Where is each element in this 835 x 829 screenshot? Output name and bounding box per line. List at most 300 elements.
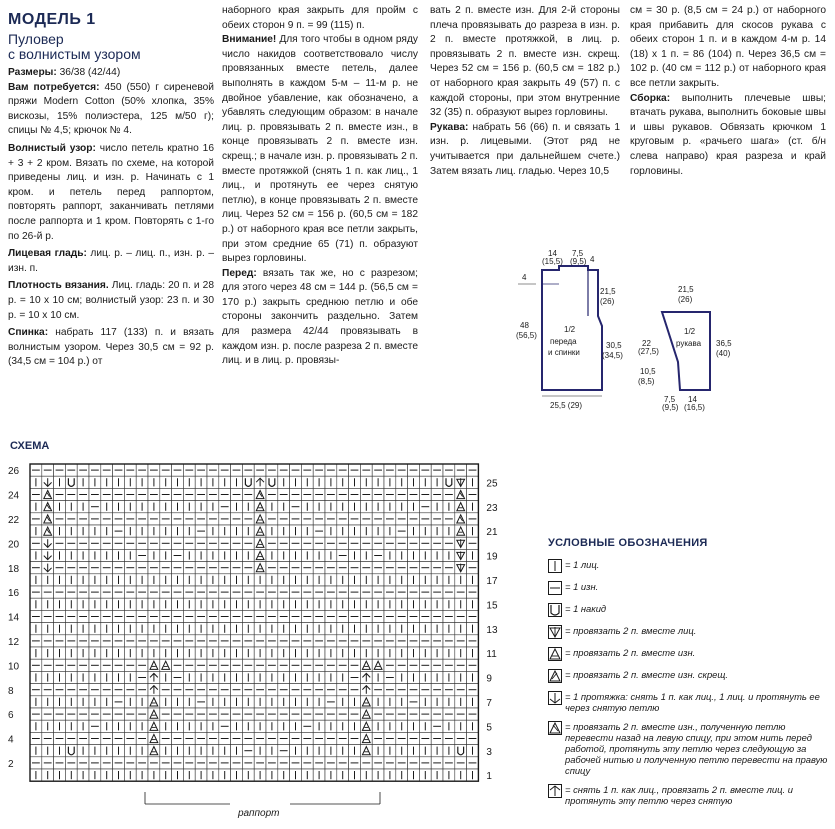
chart-cell bbox=[136, 720, 148, 732]
chart-cell bbox=[384, 745, 396, 757]
chart-cell bbox=[408, 635, 420, 647]
attention-text: Для того чтобы в одном ряду число накидов соответствовало числу провязанных вместе петель, далее выполнять в каждом 5-м – 11-м р. не двойное убавление, как обозначено, а убавлять следующим образом: в начале лиц. р. провязывать 2 п. вместе изн., в конце провязывать 2 п. вместе изн. скрещ.; в начале изн. р. провязывать 2 п. вместе протяжкой (снять 1 п. как лиц., 1 лиц., и протянуть ее через снятую петлю), в конце провязывать 2 п. вместе лиц. Через 52 см = 156 р. (60,5 см = 182 р.) от наборного края все петли закрыть, при этом средние 65 (71) п. образуют вырез горловины. bbox=[222, 34, 418, 265]
chart-cell bbox=[396, 525, 408, 537]
chart-cell bbox=[408, 476, 420, 488]
chart-cell bbox=[195, 769, 207, 781]
chart-cell bbox=[101, 647, 113, 659]
chart-cell bbox=[113, 769, 125, 781]
chart-cell bbox=[219, 537, 231, 549]
chart-cell bbox=[207, 720, 219, 732]
chart-cell bbox=[337, 549, 349, 561]
chart-cell bbox=[207, 671, 219, 683]
chart-cell bbox=[160, 635, 172, 647]
chart-cell bbox=[396, 598, 408, 610]
dim-sl-cuff-alt: (8,5) bbox=[638, 377, 655, 386]
chart-cell bbox=[455, 720, 467, 732]
chart-cell bbox=[195, 476, 207, 488]
chart-cell bbox=[266, 513, 278, 525]
chart-cell bbox=[337, 732, 349, 744]
chart-cell bbox=[183, 562, 195, 574]
chart-cell bbox=[113, 659, 125, 671]
chart-cell bbox=[349, 684, 361, 696]
chart-cell bbox=[42, 696, 54, 708]
dim-sl-bottom-a-alt: (9,5) bbox=[662, 403, 679, 412]
row-label-left: 18 bbox=[8, 563, 20, 575]
chart-cell bbox=[455, 708, 467, 720]
row-label-right: 25 bbox=[486, 478, 498, 490]
chart-cell bbox=[467, 513, 479, 525]
chart-cell bbox=[77, 586, 89, 598]
chart-cell bbox=[124, 757, 136, 769]
chart-cell bbox=[160, 525, 172, 537]
chart-cell bbox=[384, 659, 396, 671]
chart-cell bbox=[278, 659, 290, 671]
chart-cell bbox=[42, 464, 54, 476]
chart-cell bbox=[278, 635, 290, 647]
chart-cell bbox=[77, 757, 89, 769]
chart-cell bbox=[124, 525, 136, 537]
chart-cell bbox=[278, 757, 290, 769]
chart-cell bbox=[160, 720, 172, 732]
chart-cell bbox=[360, 549, 372, 561]
chart-cell bbox=[278, 501, 290, 513]
chart-cell bbox=[231, 647, 243, 659]
row-label-right: 1 bbox=[486, 771, 492, 783]
chart-cell bbox=[136, 586, 148, 598]
chart-cell bbox=[384, 757, 396, 769]
chart-cell bbox=[254, 720, 266, 732]
dim-sl-taper-alt: (27,5) bbox=[638, 347, 659, 356]
chart-cell bbox=[408, 549, 420, 561]
chart-cell bbox=[89, 501, 101, 513]
chart-cell bbox=[136, 745, 148, 757]
chart-cell bbox=[148, 574, 160, 586]
chart-cell bbox=[113, 574, 125, 586]
row-label-left: 6 bbox=[8, 710, 14, 722]
dim-neck: 7,5 bbox=[572, 250, 584, 258]
chart-cell bbox=[219, 720, 231, 732]
chart-cell bbox=[254, 647, 266, 659]
chart-cell bbox=[337, 708, 349, 720]
chart-cell bbox=[242, 659, 254, 671]
chart-cell bbox=[431, 745, 443, 757]
chart-cell bbox=[313, 745, 325, 757]
chart-cell bbox=[42, 647, 54, 659]
chart-cell bbox=[266, 623, 278, 635]
chart-cell bbox=[231, 610, 243, 622]
chart-cell bbox=[207, 525, 219, 537]
back-continued: наборного края закрыть для пройм с обеих сторон 9 п. = 99 (115) п. bbox=[222, 5, 418, 31]
chart-cell bbox=[160, 476, 172, 488]
chart-cell bbox=[54, 610, 66, 622]
row-label-left: 8 bbox=[8, 685, 14, 697]
chart-cell bbox=[325, 488, 337, 500]
chart-cell bbox=[54, 696, 66, 708]
chart-cell bbox=[242, 610, 254, 622]
chart-cell bbox=[195, 732, 207, 744]
chart-cell bbox=[467, 549, 479, 561]
chart-cell bbox=[148, 684, 160, 696]
chart-cell bbox=[30, 513, 42, 525]
chart-cell bbox=[254, 549, 266, 561]
chart-cell bbox=[278, 610, 290, 622]
chart-cell bbox=[419, 696, 431, 708]
chart-cell bbox=[231, 464, 243, 476]
chart-cell bbox=[254, 464, 266, 476]
front-label: Перед: bbox=[222, 267, 257, 279]
chart-cell bbox=[455, 671, 467, 683]
row-label-left: 16 bbox=[8, 588, 20, 600]
chart-cell bbox=[242, 684, 254, 696]
chart-cell bbox=[136, 659, 148, 671]
chart-cell bbox=[467, 586, 479, 598]
chart-cell bbox=[219, 525, 231, 537]
chart-cell bbox=[313, 732, 325, 744]
chart-cell bbox=[313, 647, 325, 659]
chart-cell bbox=[148, 562, 160, 574]
chart-cell bbox=[242, 708, 254, 720]
chart-cell bbox=[195, 659, 207, 671]
chart-cell bbox=[325, 720, 337, 732]
chart-cell bbox=[172, 525, 184, 537]
chart-cell bbox=[207, 757, 219, 769]
row-label-right: 9 bbox=[486, 673, 492, 685]
chart-cell bbox=[207, 574, 219, 586]
chart-cell bbox=[384, 488, 396, 500]
chart-cell bbox=[124, 732, 136, 744]
chart-cell bbox=[231, 488, 243, 500]
chart-cell bbox=[242, 598, 254, 610]
chart-cell bbox=[301, 647, 313, 659]
chart-cell bbox=[467, 769, 479, 781]
chart-cell bbox=[183, 513, 195, 525]
legend-item bbox=[548, 603, 833, 617]
chart-cell bbox=[443, 476, 455, 488]
chart-cell bbox=[65, 635, 77, 647]
chart-cell bbox=[172, 623, 184, 635]
chart-cell bbox=[455, 684, 467, 696]
chart-cell bbox=[266, 562, 278, 574]
chart-cell bbox=[443, 574, 455, 586]
chart-cell bbox=[266, 501, 278, 513]
chart-cell bbox=[254, 562, 266, 574]
chart-cell bbox=[42, 610, 54, 622]
chart-cell bbox=[160, 708, 172, 720]
chart-cell bbox=[77, 708, 89, 720]
sizes-paragraph bbox=[8, 66, 214, 81]
chart-cell bbox=[419, 574, 431, 586]
p2tog-tbl-icon bbox=[548, 669, 562, 683]
chart-cell bbox=[160, 696, 172, 708]
chart-cell bbox=[349, 537, 361, 549]
chart-cell bbox=[349, 757, 361, 769]
chart-cell bbox=[431, 757, 443, 769]
chart-cell bbox=[349, 635, 361, 647]
row-label-left: 26 bbox=[8, 466, 20, 478]
chart-cell bbox=[231, 598, 243, 610]
chart-cell bbox=[124, 659, 136, 671]
chart-cell bbox=[467, 574, 479, 586]
chart-cell bbox=[101, 574, 113, 586]
chart-cell bbox=[77, 501, 89, 513]
chart-cell bbox=[254, 476, 266, 488]
chart-cell bbox=[231, 745, 243, 757]
chart-cell bbox=[467, 476, 479, 488]
chart-cell bbox=[313, 513, 325, 525]
chart-cell bbox=[431, 769, 443, 781]
chart-cell bbox=[360, 586, 372, 598]
chart-cell bbox=[384, 525, 396, 537]
chart-cell bbox=[360, 684, 372, 696]
chart-cell bbox=[372, 635, 384, 647]
chart-cell bbox=[89, 769, 101, 781]
chart-cell bbox=[396, 537, 408, 549]
chart-cell bbox=[195, 562, 207, 574]
chart-cell bbox=[77, 610, 89, 622]
chart-cell bbox=[337, 769, 349, 781]
chart-cell bbox=[313, 562, 325, 574]
chart-cell bbox=[337, 647, 349, 659]
chart-cell bbox=[54, 671, 66, 683]
chart-cell bbox=[431, 513, 443, 525]
chart-cell bbox=[455, 769, 467, 781]
chart-cell bbox=[278, 647, 290, 659]
chart-cell bbox=[65, 696, 77, 708]
chart-cell bbox=[360, 671, 372, 683]
chart-cell bbox=[242, 513, 254, 525]
legend-item bbox=[548, 625, 833, 639]
chart-cell bbox=[172, 464, 184, 476]
chart-cell bbox=[254, 598, 266, 610]
chart-cell bbox=[231, 696, 243, 708]
chart-cell bbox=[419, 562, 431, 574]
chart-cell bbox=[30, 610, 42, 622]
chart-cell bbox=[419, 659, 431, 671]
chart-cell bbox=[136, 513, 148, 525]
chart-cell bbox=[396, 610, 408, 622]
chart-cell bbox=[207, 732, 219, 744]
row-label-right: 21 bbox=[486, 527, 498, 539]
chart-cell bbox=[278, 696, 290, 708]
chart-cell bbox=[136, 635, 148, 647]
chart-cell bbox=[372, 537, 384, 549]
chart-cell bbox=[172, 476, 184, 488]
chart-cell bbox=[77, 525, 89, 537]
chart-cell bbox=[301, 757, 313, 769]
legend-item bbox=[548, 721, 833, 776]
chart-cell bbox=[148, 635, 160, 647]
chart-cell bbox=[431, 574, 443, 586]
chart-cell bbox=[124, 745, 136, 757]
chart-cell bbox=[219, 464, 231, 476]
legend-item bbox=[548, 647, 833, 661]
chart-cell bbox=[254, 610, 266, 622]
chart-cell bbox=[172, 635, 184, 647]
chart-cell bbox=[219, 708, 231, 720]
chart-cell bbox=[231, 635, 243, 647]
sizes-text: 36/38 (42/44) bbox=[56, 67, 121, 78]
dim-sl-cuff: 10,5 bbox=[640, 367, 656, 376]
chart-cell bbox=[207, 708, 219, 720]
chart-cell bbox=[172, 562, 184, 574]
garment-schematic bbox=[514, 250, 764, 420]
legend-item-text: = 1 лиц. bbox=[565, 559, 600, 570]
chart-cell bbox=[65, 574, 77, 586]
chart-cell bbox=[337, 745, 349, 757]
chart-cell bbox=[54, 684, 66, 696]
chart-cell bbox=[30, 574, 42, 586]
materials-label: Вам потребуется: bbox=[8, 81, 100, 93]
chart-cell bbox=[396, 745, 408, 757]
chart-cell bbox=[136, 549, 148, 561]
chart-cell bbox=[266, 635, 278, 647]
chart-cell bbox=[372, 732, 384, 744]
chart-cell bbox=[325, 659, 337, 671]
chart-cell bbox=[384, 696, 396, 708]
chart-cell bbox=[77, 513, 89, 525]
chart-cell bbox=[65, 537, 77, 549]
chart-cell bbox=[124, 647, 136, 659]
chart-cell bbox=[77, 745, 89, 757]
legend-item-text: = 1 протяжка: снять 1 п. как лиц., 1 лиц. и протянуть ее через снятую петлю bbox=[565, 691, 820, 713]
chart-cell bbox=[278, 562, 290, 574]
dim-sl-bottom-b-alt: (16,5) bbox=[684, 403, 705, 412]
chart-cell bbox=[113, 476, 125, 488]
chart-cell bbox=[337, 513, 349, 525]
chart-cell bbox=[113, 684, 125, 696]
chart-cell bbox=[408, 757, 420, 769]
chart-cell bbox=[455, 464, 467, 476]
chart-cell bbox=[254, 732, 266, 744]
chart-cell bbox=[160, 745, 172, 757]
chart-cell bbox=[278, 623, 290, 635]
chart-cell bbox=[101, 488, 113, 500]
chart-cell bbox=[101, 464, 113, 476]
chart-cell bbox=[467, 623, 479, 635]
chart-cell bbox=[443, 488, 455, 500]
chart-cell bbox=[408, 501, 420, 513]
dim-side-alt: (34,5) bbox=[602, 351, 623, 360]
chart-cell bbox=[101, 671, 113, 683]
chart-cell bbox=[301, 464, 313, 476]
chart-cell bbox=[207, 598, 219, 610]
chart-cell bbox=[207, 610, 219, 622]
chart-cell bbox=[455, 501, 467, 513]
chart-cell bbox=[89, 464, 101, 476]
chart-cell bbox=[372, 501, 384, 513]
chart-cell bbox=[42, 745, 54, 757]
chart-cell bbox=[408, 598, 420, 610]
chart-cell bbox=[30, 757, 42, 769]
chart-cell bbox=[42, 525, 54, 537]
chart-grid bbox=[30, 464, 478, 781]
chart-cell bbox=[325, 549, 337, 561]
chart-cell bbox=[301, 769, 313, 781]
chart-cell bbox=[77, 464, 89, 476]
chart-cell bbox=[396, 671, 408, 683]
chart-cell bbox=[136, 476, 148, 488]
chart-cell bbox=[455, 745, 467, 757]
purl-icon bbox=[548, 581, 562, 595]
chart-cell bbox=[54, 708, 66, 720]
sk2p-icon bbox=[548, 784, 562, 798]
dim-slit: 4 bbox=[590, 255, 595, 264]
dim-armhole-alt: (26) bbox=[600, 297, 615, 306]
chart-cell bbox=[254, 501, 266, 513]
chart-cell bbox=[101, 537, 113, 549]
chart-cell bbox=[136, 464, 148, 476]
chart-cell bbox=[443, 610, 455, 622]
chart-cell bbox=[89, 684, 101, 696]
chart-cell bbox=[325, 562, 337, 574]
chart-cell bbox=[89, 574, 101, 586]
chart-cell bbox=[42, 684, 54, 696]
chart-cell bbox=[172, 732, 184, 744]
chart-cell bbox=[54, 732, 66, 744]
chart-cell bbox=[337, 464, 349, 476]
chart-cell bbox=[349, 647, 361, 659]
chart-cell bbox=[313, 635, 325, 647]
chart-cell bbox=[124, 488, 136, 500]
chart-cell bbox=[101, 635, 113, 647]
chart-cell bbox=[77, 671, 89, 683]
chart-cell bbox=[219, 513, 231, 525]
chart-cell bbox=[183, 745, 195, 757]
chart-cell bbox=[396, 696, 408, 708]
chart-cell bbox=[183, 586, 195, 598]
row-label-left: 4 bbox=[8, 734, 14, 746]
chart-cell bbox=[408, 708, 420, 720]
chart-cell bbox=[231, 476, 243, 488]
chart-cell bbox=[219, 476, 231, 488]
chart-cell bbox=[183, 696, 195, 708]
chart-cell bbox=[278, 574, 290, 586]
sizes-label: Размеры: bbox=[8, 67, 57, 78]
chart-cell bbox=[254, 708, 266, 720]
chart-cell bbox=[419, 708, 431, 720]
chart-cell bbox=[30, 501, 42, 513]
chart-cell bbox=[113, 525, 125, 537]
chart-cell bbox=[124, 513, 136, 525]
chart-cell bbox=[337, 598, 349, 610]
chart-cell bbox=[254, 635, 266, 647]
chart-cell bbox=[467, 537, 479, 549]
chart-cell bbox=[443, 745, 455, 757]
chart-cell bbox=[148, 757, 160, 769]
chart-cell bbox=[325, 525, 337, 537]
chart-cell bbox=[266, 476, 278, 488]
text-column-3 bbox=[430, 4, 620, 179]
chart-cell bbox=[54, 659, 66, 671]
chart-cell bbox=[443, 684, 455, 696]
chart-cell bbox=[349, 464, 361, 476]
chart-cell bbox=[266, 488, 278, 500]
dim-sl-top-alt: (26) bbox=[678, 295, 693, 304]
chart-cell bbox=[372, 647, 384, 659]
chart-cell bbox=[30, 525, 42, 537]
chart-cell bbox=[360, 757, 372, 769]
chart-cell bbox=[148, 732, 160, 744]
chart-cell bbox=[89, 671, 101, 683]
chart-cell bbox=[242, 525, 254, 537]
chart-cell bbox=[419, 720, 431, 732]
chart-cell bbox=[30, 720, 42, 732]
chart-cell bbox=[290, 769, 302, 781]
chart-cell bbox=[113, 537, 125, 549]
chart-cell bbox=[419, 635, 431, 647]
chart-cell bbox=[266, 769, 278, 781]
chart-cell bbox=[337, 537, 349, 549]
